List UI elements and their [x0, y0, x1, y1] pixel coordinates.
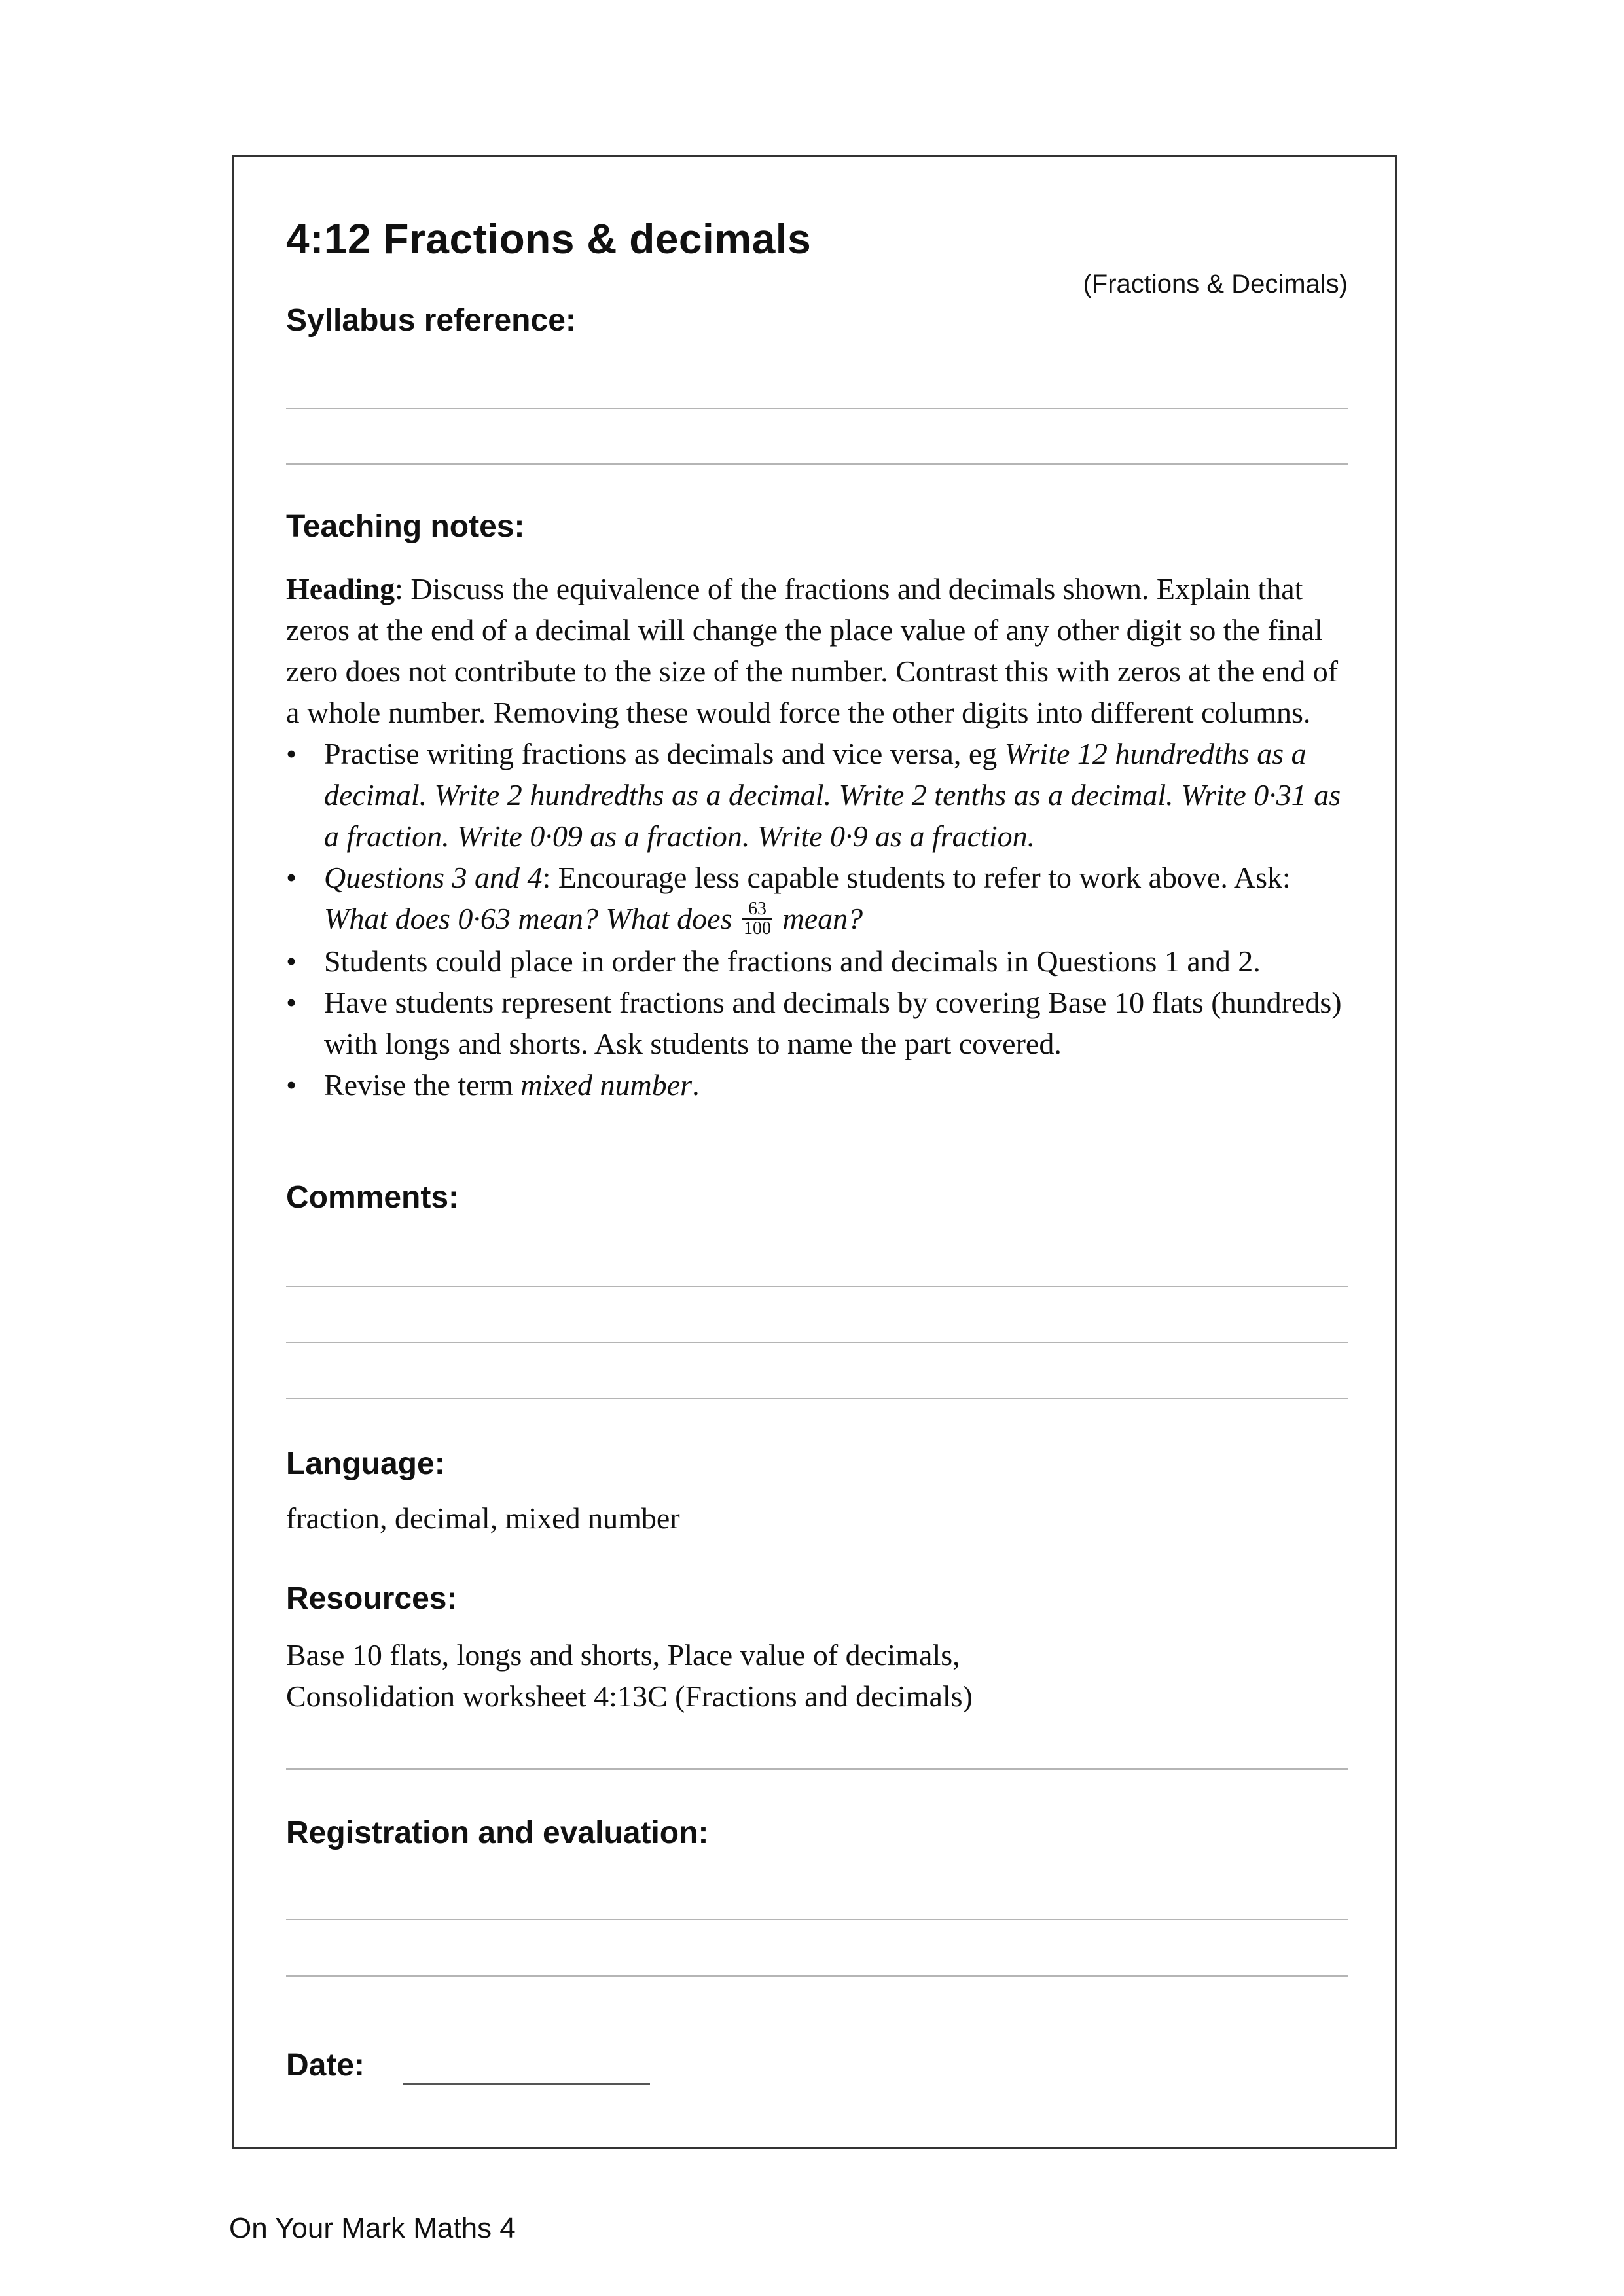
date-line [403, 2083, 650, 2085]
page-title: 4:12 Fractions & decimals [286, 215, 812, 262]
bullet2-question-end: mean? [782, 902, 863, 935]
bullet-icon: • [286, 1068, 297, 1102]
syllabus-heading: Syllabus reference: [286, 303, 576, 338]
comments-heading: Comments: [286, 1180, 460, 1215]
registration-line-2 [286, 1975, 1348, 1977]
comments-line-1 [286, 1286, 1348, 1287]
bullet2-text: : Encourage less capable students to refer to work above. Ask: [542, 861, 1291, 894]
list-item [286, 733, 1348, 857]
teaching-notes-body [286, 568, 1348, 1105]
bullet1-text: Practise writing fractions as decimals and vice versa, eg [324, 737, 1005, 770]
bullet5-end: . [692, 1068, 700, 1102]
bullet5-text: Revise the term [324, 1068, 521, 1102]
resources-line-1: Base 10 flats, longs and shorts, Place value of decimals, [286, 1638, 960, 1672]
teaching-notes-heading: Teaching notes: [286, 509, 525, 544]
intro-text: : Discuss the equivalence of the fractions and decimals shown. Explain that zeros at the end of a decimal will change the place value of any other digit so the final zero does not contribute to the size of the number. Contrast this with zeros at the end of a whole number. Removing these would force the other digits into different columns. [286, 572, 1339, 729]
syllabus-line-2 [286, 463, 1348, 465]
date-label: Date: [286, 2048, 365, 2083]
bullet-icon: • [286, 986, 297, 1020]
strand-label: (Fractions & Decimals) [1083, 270, 1348, 298]
comments-line-2 [286, 1342, 1348, 1343]
fraction-63-100 [742, 900, 772, 938]
resources-line-2: Consolidation worksheet 4:13C (Fractions and decimals) [286, 1679, 973, 1713]
teaching-bullet-list [286, 733, 1348, 1105]
list-item [286, 941, 1348, 982]
fraction-numerator: 63 [742, 900, 772, 920]
registration-line-1 [286, 1919, 1348, 1920]
lesson-plan-frame [232, 155, 1397, 2149]
resources-line [286, 1768, 1348, 1770]
fraction-denominator: 100 [743, 918, 771, 939]
resources-heading: Resources: [286, 1581, 458, 1616]
registration-heading: Registration and evaluation: [286, 1816, 709, 1850]
list-item [286, 857, 1348, 941]
bullet-icon: • [286, 737, 297, 770]
bullet3-text: Students could place in order the fractions and decimals in Questions 1 and 2. [324, 944, 1261, 978]
syllabus-line-1 [286, 408, 1348, 409]
bullet-icon: • [286, 944, 297, 978]
page-footer: On Your Mark Maths 4 [229, 2212, 516, 2244]
bullet2-lead: Questions 3 and 4 [324, 861, 543, 894]
bullet-icon: • [286, 861, 297, 894]
language-text: fraction, decimal, mixed number [286, 1501, 680, 1535]
intro-label: Heading [286, 572, 395, 605]
comments-line-3 [286, 1398, 1348, 1399]
bullet2-question: What does 0·63 mean? What does [324, 902, 732, 935]
language-heading: Language: [286, 1446, 445, 1481]
list-item [286, 1064, 1348, 1105]
bullet4-text: Have students represent fractions and decimals by covering Base 10 flats (hundreds) with longs and shorts. Ask students to name the part covered. [324, 986, 1342, 1061]
list-item [286, 982, 1348, 1064]
teaching-intro [286, 568, 1348, 733]
bullet1-italic: Write 12 hundredths as a decimal. Write 2 hundredths as a decimal. Write 2 tenths as a decimal. Write 0·31 as a fraction. Write 0·09 as a fraction. Write 0·9 as a fraction. [324, 737, 1341, 853]
bullet5-italic: mixed number [520, 1068, 693, 1102]
